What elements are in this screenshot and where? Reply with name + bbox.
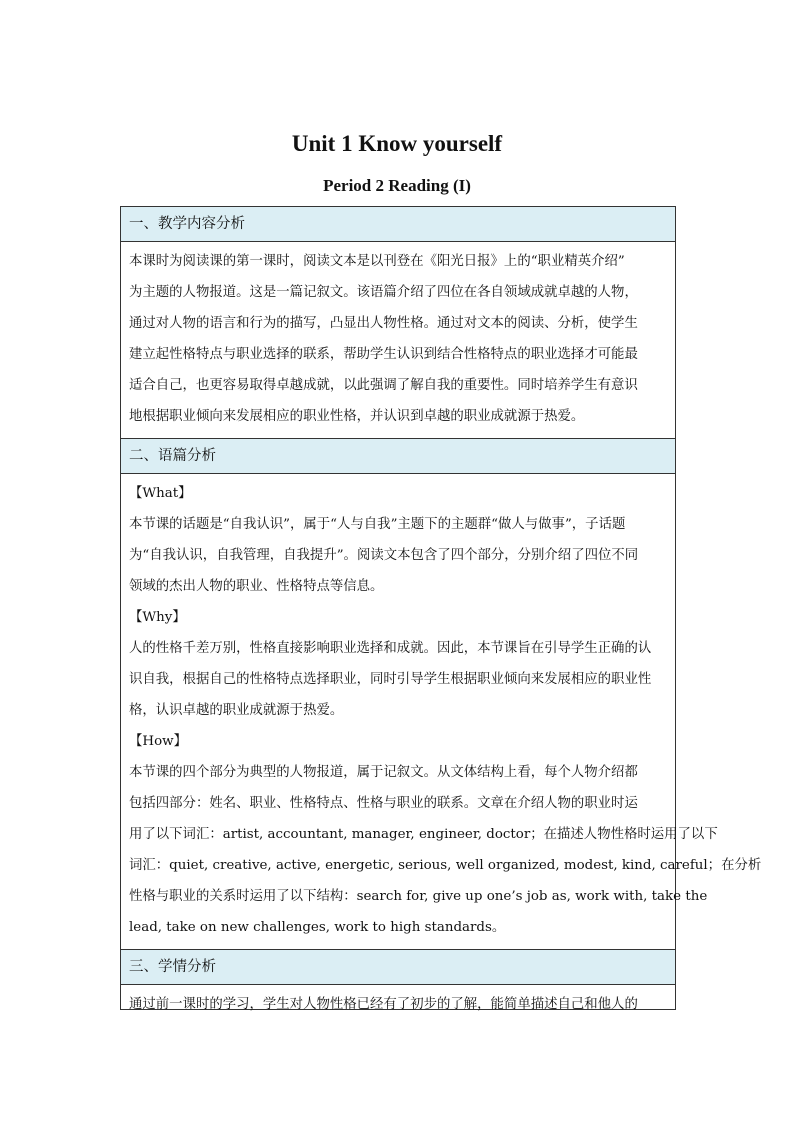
section-heading-text-analysis: 二、语篇分析 [121, 439, 675, 474]
lesson-plan-table [120, 206, 762, 1012]
paragraph-line: 格，认识卓越的职业成就源于热爱。 [129, 703, 344, 718]
paragraph-line: 通过前一课时的学习，学生对人物性格已经有了初步的了解，能简单描述自己和他人的 [129, 997, 638, 1012]
paragraph-line: 建立起性格特点与职业选择的联系，帮助学生认识到结合性格特点的职业选择才可能最 [129, 347, 638, 362]
paragraph-line: 领域的杰出人物的职业、性格特点等信息。 [129, 579, 384, 594]
paragraph-line: lead, take on new challenges, work to high standards。 [129, 920, 506, 935]
paragraph-line: 用了以下词汇：artist, accountant, manager, engineer, doctor；在描述人物性格时运用了以下 [129, 827, 718, 842]
document-title: Unit 1 Know yourself [291, 131, 503, 156]
how-label: 【How】 [129, 734, 187, 749]
why-label: 【Why】 [129, 610, 186, 625]
paragraph-line: 识自我，根据自己的性格特点选择职业，同时引导学生根据职业倾向来发展相应的职业性 [129, 672, 652, 687]
paragraph-line: 为“自我认识，自我管理，自我提升”。阅读文本包含了四个部分，分别介绍了四位不同 [129, 548, 639, 563]
paragraph-line: 本节课的话题是“自我认识”，属于“人与自我”主题下的主题群“做人与做事”，子话题 [129, 517, 626, 532]
section-heading-learner-analysis: 三、学情分析 [121, 950, 675, 985]
paragraph-line: 地根据职业倾向来发展相应的职业性格，并认识到卓越的职业成就源于热爱。 [129, 409, 585, 424]
paragraph-line: 本节课的四个部分为典型的人物报道，属于记叙文。从文体结构上看，每个人物介绍都 [129, 765, 638, 780]
paragraph-line: 适合自己，也更容易取得卓越成就，以此强调了解自我的重要性。同时培养学生有意识 [129, 378, 638, 393]
what-label: 【What】 [129, 486, 192, 501]
document-subtitle: Period 2 Reading (I) [323, 176, 471, 195]
paragraph-line: 为主题的人物报道。这是一篇记叙文。该语篇介绍了四位在各自领域成就卓越的人物， [129, 285, 638, 300]
section-body-content-analysis [121, 242, 675, 439]
paragraph-line: 词汇：quiet, creative, active, energetic, serious, well organized, modest, kind, careful；在分析 [129, 858, 762, 873]
paragraph-line: 性格与职业的关系时运用了以下结构：search for, give up one’s job as, work with, take the [129, 889, 708, 904]
section-body-learner-analysis [121, 985, 675, 1026]
paragraph-line: 本课时为阅读课的第一课时，阅读文本是以刊登在《阳光日报》上的“职业精英介绍” [129, 254, 625, 269]
section-body-text-analysis [121, 474, 762, 950]
paragraph-line: 包括四部分：姓名、职业、性格特点、性格与职业的联系。文章在介绍人物的职业时运 [129, 796, 638, 811]
paragraph-line: 通过对人物的语言和行为的描写，凸显出人物性格。通过对文本的阅读、分析，使学生 [129, 316, 638, 331]
paragraph-line: 人的性格千差万别，性格直接影响职业选择和成就。因此，本节课旨在引导学生正确的认 [129, 641, 652, 656]
section-heading-content-analysis: 一、教学内容分析 [121, 207, 675, 242]
